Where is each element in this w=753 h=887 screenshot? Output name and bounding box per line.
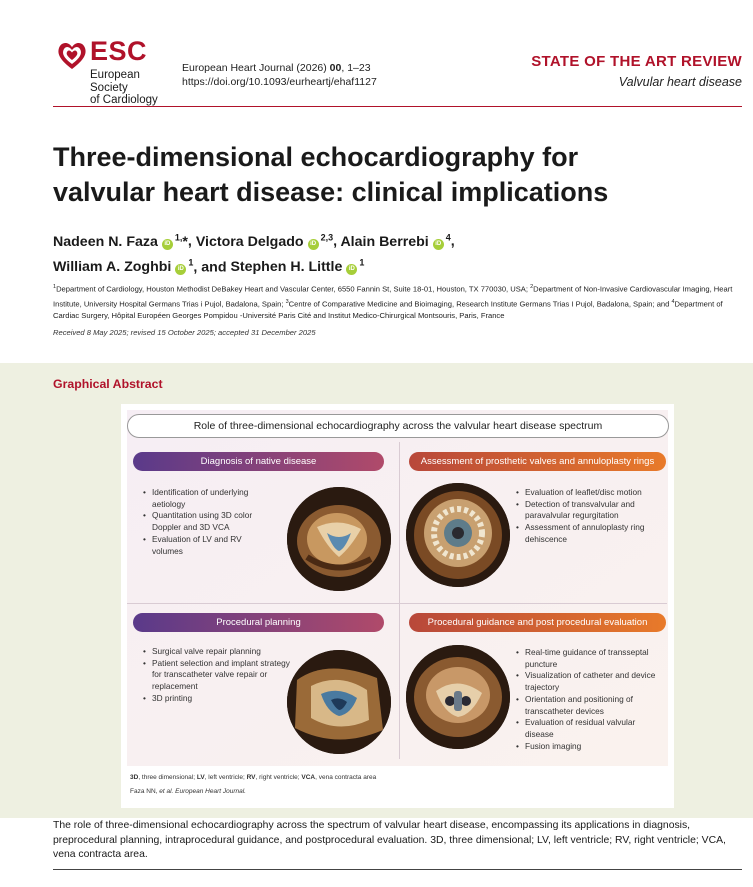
list-item: • Identification of underlying aetiology [143, 487, 273, 510]
journal-name: European Heart Journal (2026) [182, 62, 330, 74]
article-topic: Valvular heart disease [618, 75, 742, 89]
list-item: • Assessment of annuloplasty ring dehiscence [516, 522, 664, 545]
abbrev-def: , vena contracta area [315, 774, 377, 781]
doi-link[interactable]: https://doi.org/10.1093/eurheartj/ehaf1127 [182, 76, 377, 88]
author-sep: , and [193, 259, 231, 276]
title-line-1: Three-dimensional echocardiography for [53, 142, 579, 172]
list-item: • 3D printing [143, 693, 293, 705]
title-line-2: valvular heart disease: clinical implications [53, 177, 609, 207]
list-item: • Real-time guidance of transseptal puncture [516, 647, 666, 670]
author-name: Nadeen N. Faza [53, 233, 158, 250]
quadrant-list-diagnosis [143, 487, 273, 557]
affiliations [53, 281, 743, 322]
author-name: William A. Zoghbi [53, 259, 172, 276]
author-sep: , [450, 233, 455, 250]
list-item: • Visualization of catheter and device trajectory [516, 670, 666, 693]
author-sep: , [333, 233, 341, 250]
credit-author: Faza NN, [130, 788, 160, 795]
list-item: • Surgical valve repair planning [143, 646, 293, 658]
abbrev-def: , left ventricle; [204, 774, 247, 781]
affil-sup: 2 [530, 284, 534, 290]
list-item: • Detection of transvalvular and paravalvular regurgitation [516, 499, 664, 522]
affil-sup: 3 [285, 298, 289, 305]
author[interactable] [53, 259, 193, 275]
author-affil-sup: 1 [188, 257, 194, 268]
quadrant-list-prosthetic [516, 487, 664, 546]
author-affil-sup: 1 [359, 257, 365, 268]
list-item: • Quantitation using 3D color Doppler and 3D VCA [143, 510, 273, 533]
quadrant-heading-guidance: Procedural guidance and post procedural evaluation [409, 613, 666, 632]
figure-credit [130, 788, 246, 795]
author-name: Victora Delgado [195, 233, 304, 250]
affil-sup: 1 [53, 284, 57, 290]
caption-rule [53, 869, 742, 870]
abbrev-def: , three dimensional; [138, 774, 197, 781]
journal-pages: , 1–23 [341, 62, 371, 74]
esc-logo-text: ESC [90, 36, 148, 66]
author-affil-sup: 1, [174, 232, 183, 242]
echo-render-icon [287, 487, 391, 591]
affil-sup: 4 [671, 298, 675, 305]
abbrev-term: VCA [301, 774, 316, 781]
author[interactable] [230, 259, 364, 275]
esc-logo [56, 36, 180, 106]
author-name: Alain Berrebi [340, 233, 429, 250]
figure-divider-horizontal [127, 603, 667, 604]
echo-render-icon [406, 483, 510, 587]
received-dates: Received 8 May 2025; revised 15 October 2025; accepted 31 December 2025 [53, 328, 316, 337]
author[interactable] [196, 234, 333, 250]
figure-title: Role of three-dimensional echocardiography across the valvular heart disease spectrum [127, 414, 669, 438]
author[interactable] [53, 234, 188, 250]
abbrev-term: RV [246, 774, 256, 781]
echo-render-icon [287, 650, 391, 754]
echo-image-guidance [406, 645, 510, 749]
orcid-icon[interactable]: iD [175, 264, 186, 275]
list-item: • Fusion imaging [516, 741, 666, 753]
corresponding-marker: * [182, 233, 188, 250]
esc-logo-subtitle-line2: of Cardiology [90, 94, 158, 106]
orcid-icon[interactable]: iD [433, 239, 444, 250]
list-item: • Orientation and positioning of transcatheter devices [516, 694, 666, 717]
author-list [53, 227, 743, 278]
article-title [53, 140, 733, 210]
author-affil-sup: 2,3 [320, 232, 334, 242]
orcid-icon[interactable]: iD [308, 239, 319, 250]
orcid-icon[interactable]: iD [346, 264, 357, 275]
figure-abbreviations [130, 774, 376, 781]
quadrant-heading-diagnosis: Diagnosis of native disease [133, 452, 384, 471]
journal-citation [182, 61, 377, 89]
graphical-abstract-label: Graphical Abstract [53, 377, 163, 391]
quadrant-heading-prosthetic: Assessment of prosthetic valves and annuloplasty rings [409, 452, 666, 471]
echo-render-icon [406, 645, 510, 749]
author-affil-sup: 4 [445, 232, 451, 242]
affiliation: Department of Cardiology, Houston Methodist DeBakey Heart and Vascular Center, 6550 Fannin St, Suite 18-01, Houston, TX 770030, USA; [56, 284, 531, 294]
echo-image-native-valve [287, 487, 391, 591]
abbrev-term: LV [196, 774, 205, 781]
affiliation: Department of Non-Invasive Cardiovascular Imaging, Heart Institute, University Hospital Germans Trias i Pujol, Badalona, Spain; [53, 284, 733, 309]
echo-image-prosthetic-valve [406, 483, 510, 587]
credit-journal: et al. European Heart Journal. [159, 788, 246, 795]
author-sep: , [187, 233, 196, 250]
esc-logo-subtitle [90, 69, 180, 107]
affiliation: Centre of Comparative Medicine and Bioimaging, Research Institute Germans Trias I Pujol, Badalona, Spain; and [288, 299, 672, 309]
figure-divider-vertical [399, 442, 400, 759]
orcid-icon[interactable]: iD [162, 239, 173, 250]
abbrev-def: , right ventricle; [255, 774, 302, 781]
echo-image-planning [287, 650, 391, 754]
list-item: • Patient selection and implant strategy for transcatheter valve repair or replacement [143, 658, 293, 693]
header-rule [53, 106, 742, 107]
list-item: • Evaluation of LV and RV volumes [143, 534, 273, 557]
article-type: STATE OF THE ART REVIEW [531, 53, 742, 70]
list-item: • Evaluation of residual valvular disease [516, 717, 666, 740]
journal-volume: 00 [329, 62, 342, 74]
esc-heart-icon [56, 40, 88, 72]
abbrev-term: 3D [130, 774, 139, 781]
affiliation: Department of Cardiac Surgery, Hôpital Européen Georges Pompidou -Université Paris Cité and Institut Medico-Chirurgical Montsouris, Paris, France [53, 299, 723, 321]
quadrant-list-planning [143, 646, 293, 705]
esc-logo-subtitle-line1: European Society [90, 69, 140, 94]
quadrant-list-guidance [516, 647, 666, 752]
figure-caption: The role of three-dimensional echocardiography across the spectrum of valvular heart disease, encompassing its applications in diagnosis, preprocedural planning, intraprocedural guidance, and postprocedural evaluation. 3D, three dimensional; LV, left ventricle; RV, right ventricle; VCA, vena contracta area. [53, 820, 726, 860]
list-item: • Evaluation of leaflet/disc motion [516, 487, 664, 499]
quadrant-heading-planning: Procedural planning [133, 613, 384, 632]
author[interactable] [340, 234, 450, 250]
author-name: Stephen H. Little [230, 259, 343, 276]
